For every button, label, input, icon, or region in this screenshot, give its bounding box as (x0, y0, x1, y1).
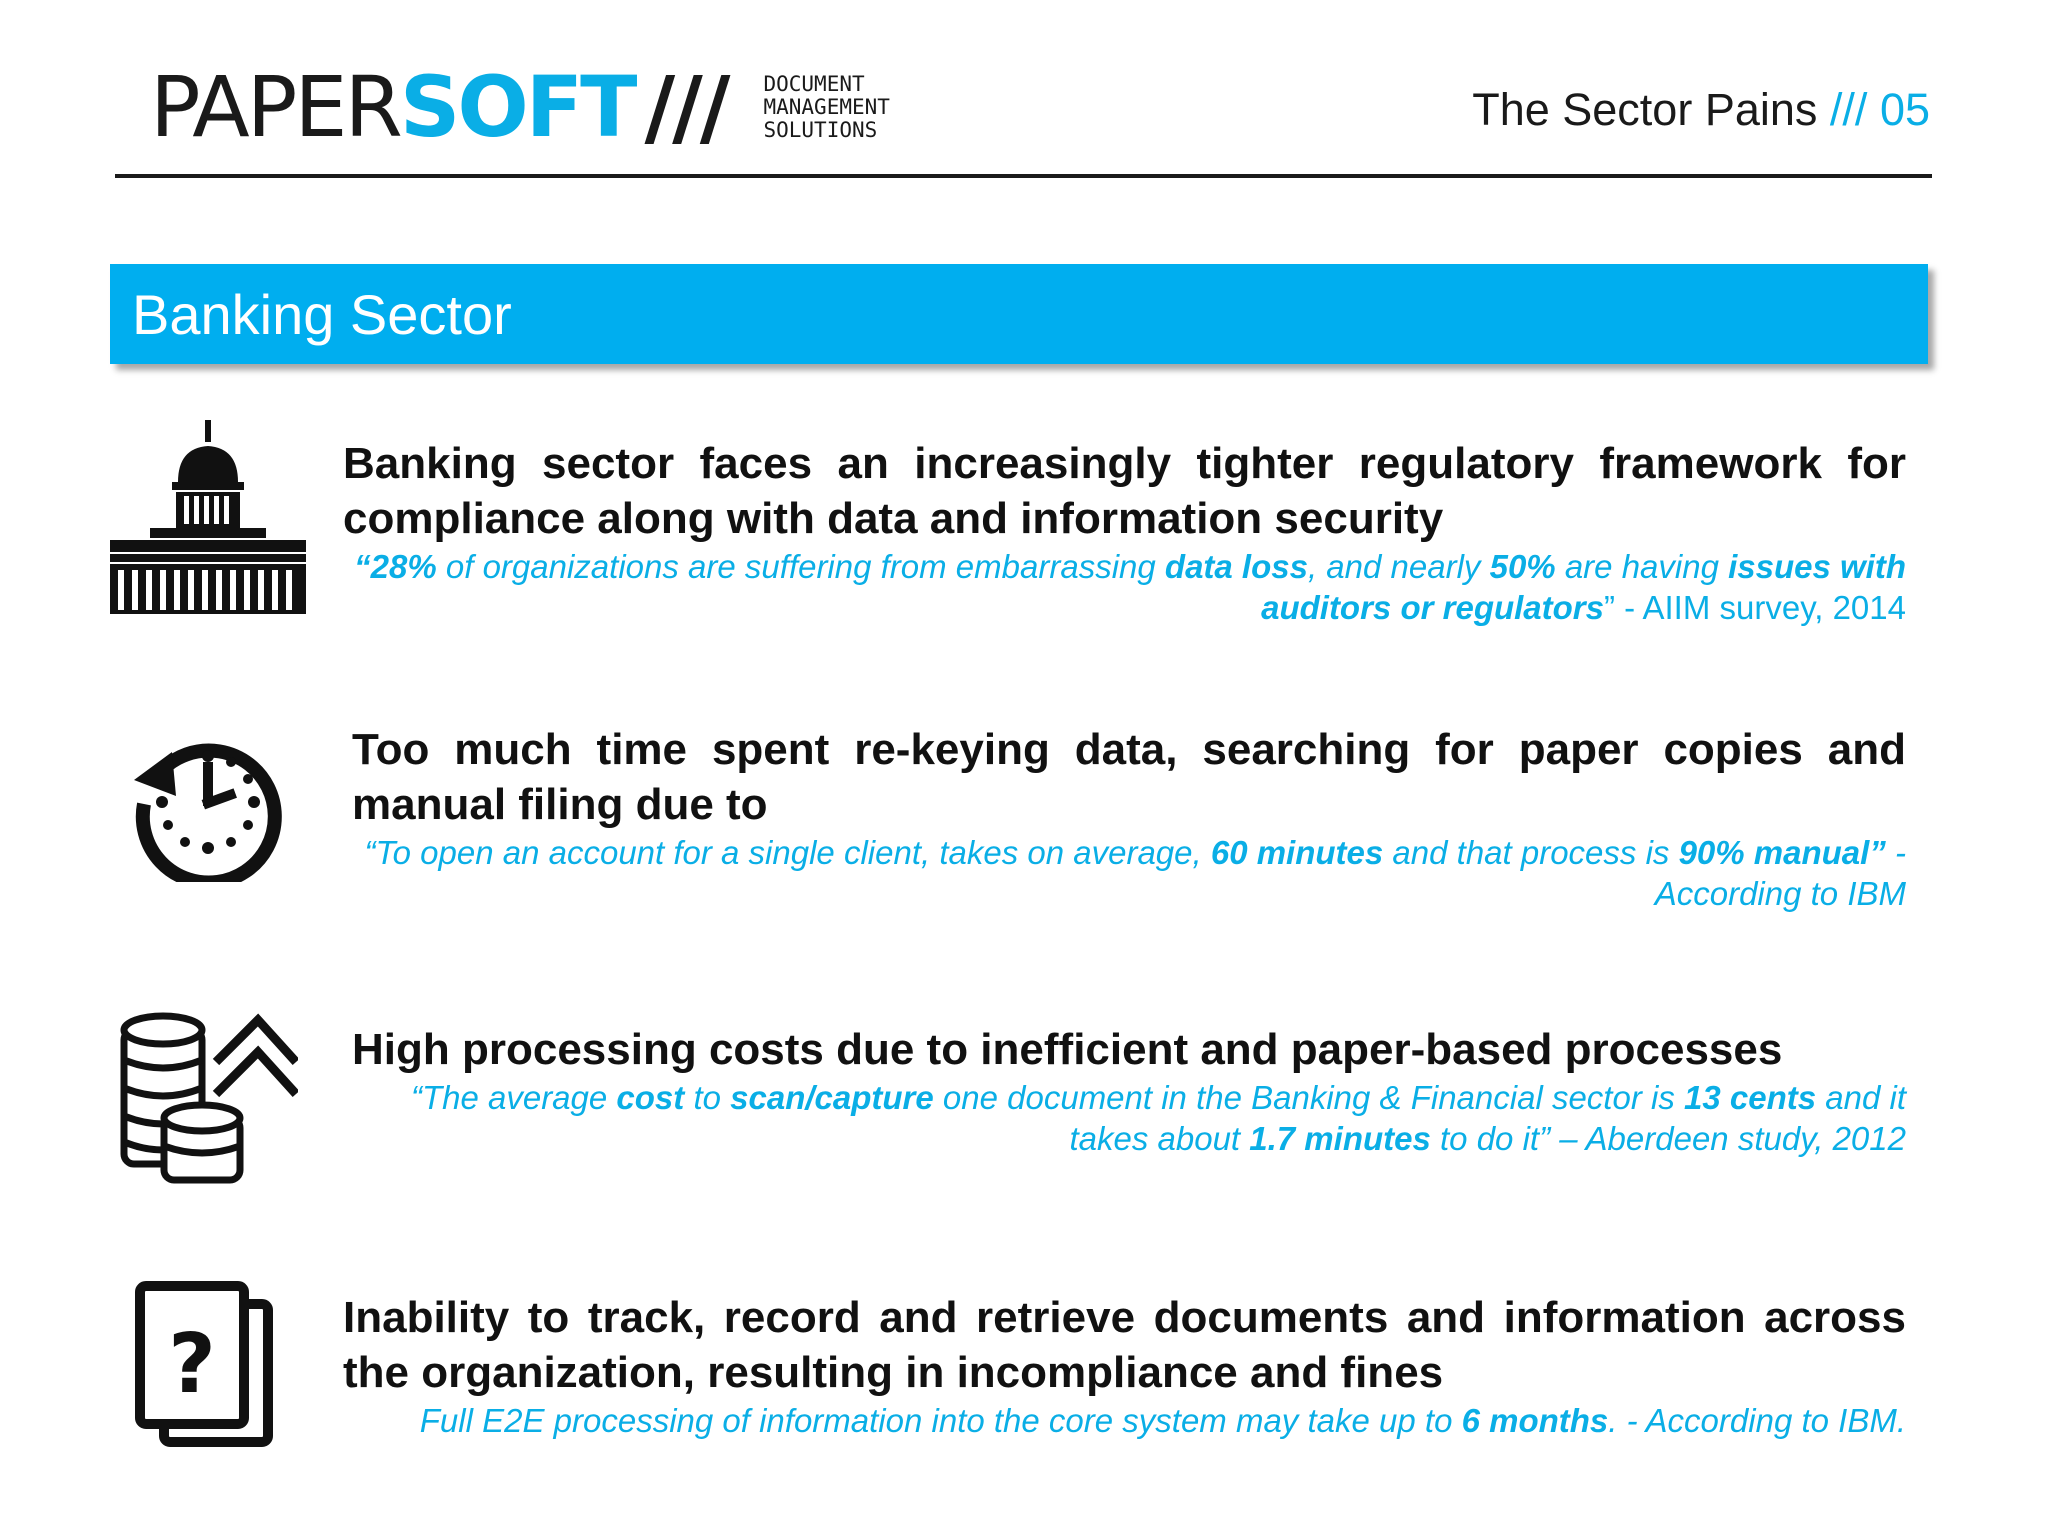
page-number: 05 (1879, 84, 1930, 135)
quote-text: “To open an account for a single client, takes on average, (364, 834, 1211, 871)
papersoft-logo (150, 58, 890, 156)
quote-source: to do it” – Aberdeen study, 2012 (1430, 1120, 1906, 1157)
quote-bold: 13 cents (1684, 1079, 1817, 1116)
quote-bold: scan/capture (730, 1079, 934, 1116)
logo-tagline-line: DOCUMENT (763, 71, 865, 96)
pain-heading: High processing costs due to inefficient and paper-based processes (352, 1025, 1783, 1074)
clock-history-icon (128, 722, 288, 882)
quote-text: and that process is (1383, 834, 1679, 871)
logo-soft-text: SOFT (399, 58, 635, 156)
logo-tagline-line: MANAGEMENT (763, 94, 890, 119)
pain-heading: Too much time spent re-keying data, searching for paper copies and manual filing due to (352, 725, 1906, 829)
quote-bold: data loss (1164, 548, 1308, 585)
quote-bold: 1.7 minutes (1249, 1120, 1431, 1157)
quote-source: ” - AIIM survey, 2014 (1604, 589, 1906, 626)
quote-text: are having (1555, 548, 1729, 585)
quote-bold: cost (616, 1079, 685, 1116)
section-title: The Sector Pains (1472, 84, 1818, 135)
quote-text: Full E2E processing of information into the core system may take up to (419, 1402, 1462, 1439)
header-divider (115, 174, 1932, 178)
page-separator: /// (1829, 84, 1868, 135)
quote-bold: 50% (1489, 548, 1556, 585)
document-question-icon (134, 1280, 276, 1450)
quote-bold: issues with auditors or regulators (1261, 548, 1906, 626)
quote-source: - According to IBM (1654, 834, 1906, 912)
svg-text:?: ? (168, 1317, 216, 1412)
coins-rising-icon (118, 1010, 298, 1190)
logo-tagline-line: SOLUTIONS (763, 117, 878, 142)
pain-quote (352, 832, 1906, 914)
banner-title: Banking Sector (132, 282, 512, 346)
logo-tagline (763, 73, 889, 142)
logo-slashes: /// (644, 58, 728, 156)
pain-quote (343, 546, 1906, 628)
pain-item-tracking (343, 1290, 1906, 1441)
government-building-icon (110, 420, 306, 614)
quote-text: to (684, 1079, 731, 1116)
pain-heading: Banking sector faces an increasingly tighter regulatory framework for compliance along with data and information security (343, 439, 1906, 543)
pain-quote (352, 1077, 1906, 1159)
quote-text: and it takes about (1069, 1079, 1906, 1157)
quote-bold: 60 minutes (1210, 834, 1384, 871)
pain-heading: Inability to track, record and retrieve documents and information across the organization, resulting in incompliance and fines (343, 1293, 1906, 1397)
section-banner (110, 264, 1928, 364)
quote-text: , and nearly (1307, 548, 1490, 585)
pain-item-regulation (343, 436, 1906, 628)
quote-bold: 6 months (1461, 1402, 1609, 1439)
quote-bold: 90% manual” (1678, 834, 1886, 871)
quote-text: one document in the Banking & Financial sector is (933, 1079, 1684, 1116)
pain-quote (343, 1400, 1906, 1441)
pain-item-time (352, 722, 1906, 914)
page-label (1472, 84, 1930, 136)
logo-paper-text: PAPER (150, 58, 400, 156)
quote-bold: “28% (354, 548, 437, 585)
pain-item-costs (352, 1022, 1906, 1159)
quote-source: . - According to IBM. (1608, 1402, 1906, 1439)
quote-text: “The average (410, 1079, 617, 1116)
quote-text: of organizations are suffering from embarrassing (436, 548, 1165, 585)
